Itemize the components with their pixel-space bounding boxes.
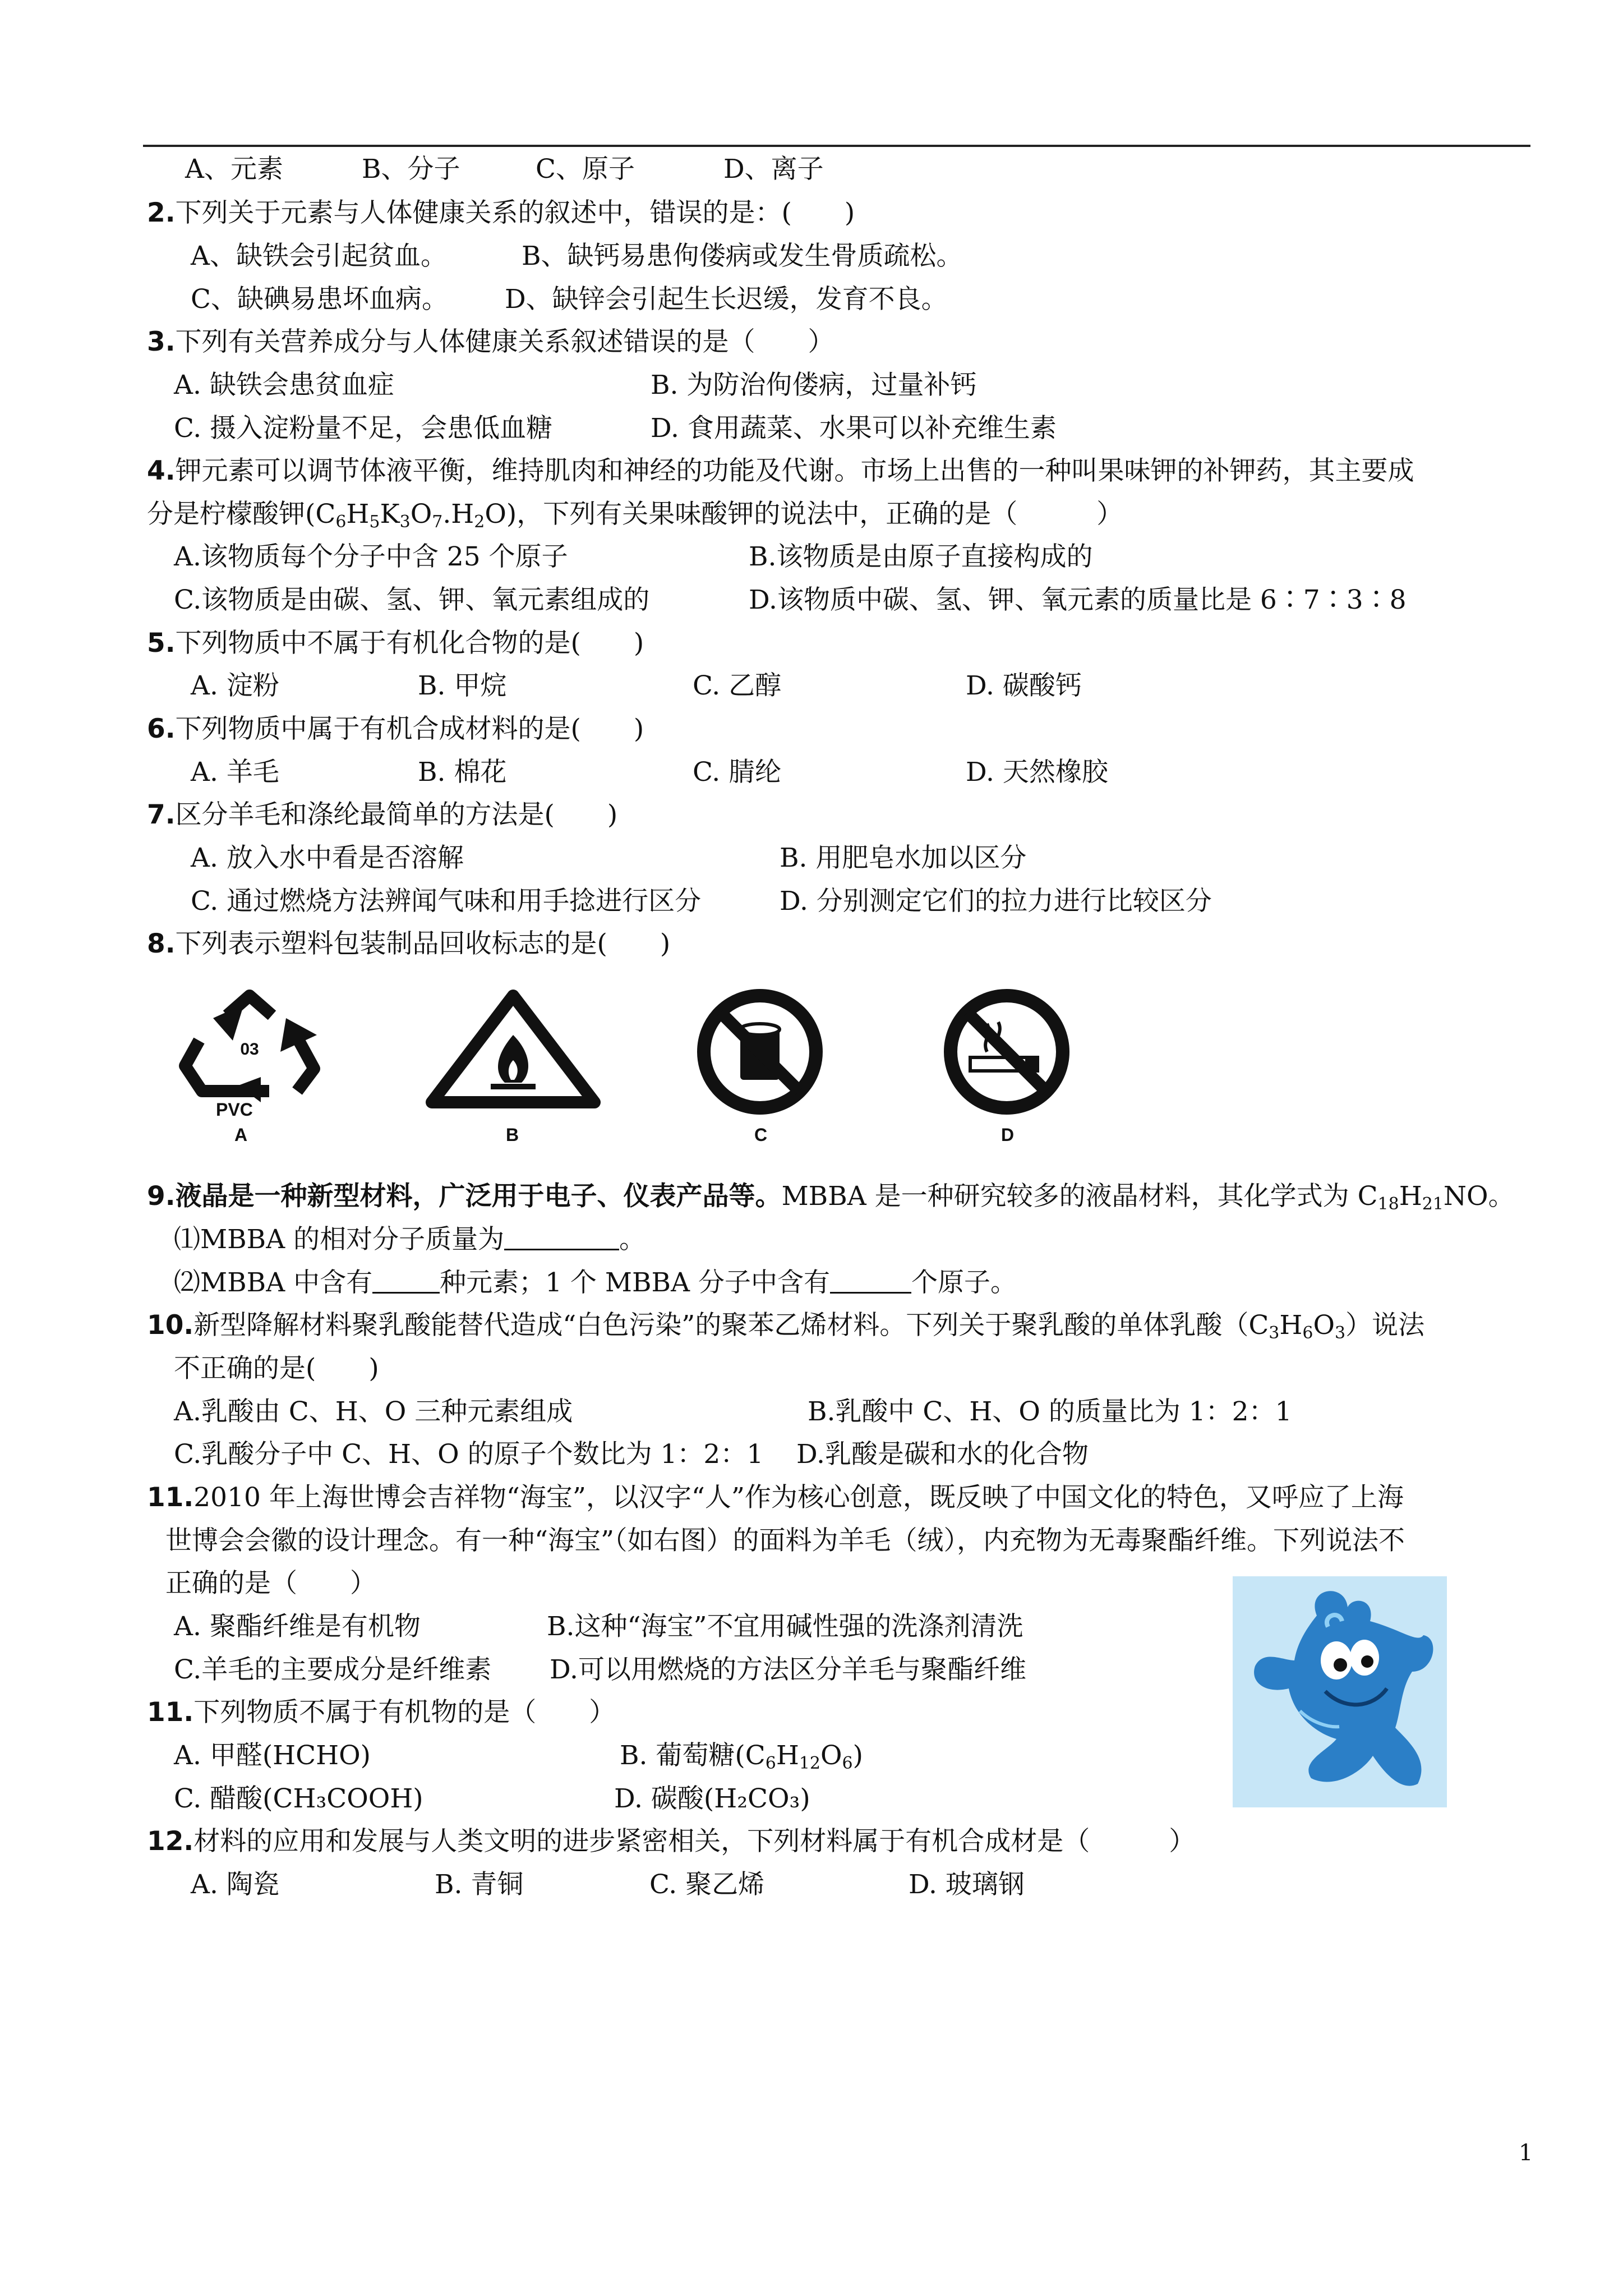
symbol-label-c: C <box>754 1125 768 1145</box>
q12-option-d: D. 玻璃钢 <box>909 1869 1025 1900</box>
recycle-type-label: PVC <box>216 1099 253 1120</box>
question-text-bold: 液晶是一种新型材料，广泛用于电子、仪表产品等。 <box>175 1181 782 1212</box>
header-rule <box>143 145 1530 147</box>
q9-part-1 <box>174 1223 645 1257</box>
q1-option-a: A、元素 <box>185 154 283 185</box>
q6-option-d: D. 天然橡胶 <box>966 757 1108 788</box>
answer-blank[interactable] <box>830 1269 911 1294</box>
q11a-option-d: D.可以用燃烧的方法区分羊毛与聚酯纤维 <box>550 1654 1026 1685</box>
question-text: 下列关于元素与人体健康关系的叙述中，错误的是：( ) <box>175 197 855 228</box>
page-number: 1 <box>1519 2140 1533 2166</box>
flammable-warning-icon <box>423 987 603 1111</box>
question-5-stem <box>147 627 644 660</box>
q10-option-b: B.乳酸中 C、H、O 的质量比为 1：2：1 <box>808 1396 1292 1427</box>
q7-option-c: C. 通过燃烧方法辨闻气味和用手捻进行区分 <box>191 886 702 917</box>
question-4-stem <box>147 454 1414 488</box>
q11b-option-a: A. 甲醛(HCHO) <box>174 1740 371 1771</box>
q11b-option-c: C. 醋酸(CH₃COOH) <box>174 1783 423 1814</box>
q6-option-a: A. 羊毛 <box>191 757 279 788</box>
q12-option-a: A. 陶瓷 <box>191 1869 279 1900</box>
q1-option-c: C、原子 <box>536 154 635 185</box>
q1-option-d: D、离子 <box>723 154 824 185</box>
question-text: 钾元素可以调节体液平衡，维持肌肉和神经的功能及代谢。市场上出售的一种叫果味钾的补钾药，其主要成 <box>175 455 1414 486</box>
question-number: 3. <box>147 326 176 357</box>
question-text: 下列有关营养成分与人体健康关系叙述错误的是（ ） <box>175 326 834 357</box>
question-text: 下列物质不属于有机物的是（ ） <box>193 1697 616 1728</box>
question-text: 新型降解材料聚乳酸能替代造成“白色污染”的聚苯乙烯材料。下列关于聚乳酸的单体乳酸（C <box>193 1310 1269 1341</box>
q10-option-a: A.乳酸由 C、H、O 三种元素组成 <box>174 1396 573 1427</box>
q12-option-b: B. 青铜 <box>435 1869 524 1900</box>
question-number: 11. <box>147 1697 194 1728</box>
formula-prefix: 分是柠檬酸钾(C <box>147 499 336 530</box>
q11b-option-d: D. 碳酸(H₂CO₃) <box>614 1783 810 1814</box>
q2-option-c: C、缺碘易患坏血病。 <box>191 284 448 315</box>
recycle-code: 03 <box>240 1040 259 1059</box>
question-number: 4. <box>147 455 176 486</box>
q6-option-c: C. 腈纶 <box>693 757 782 788</box>
question-7-stem <box>147 798 617 832</box>
question-number: 5. <box>147 628 176 659</box>
answer-blank[interactable] <box>504 1226 619 1250</box>
question-12-stem <box>147 1825 1195 1858</box>
q7-option-a: A. 放入水中看是否溶解 <box>191 843 464 873</box>
no-smoking-icon <box>925 987 1088 1116</box>
q10-option-c: C.乳酸分子中 C、H、O 的原子个数比为 1：2：1 <box>174 1439 764 1470</box>
question-text: 下列表示塑料包装制品回收标志的是( ) <box>175 928 671 959</box>
q11b-option-b: B. 葡萄糖$(C_6H_{12}O_6)$ <box>620 1740 863 1773</box>
answer-blank[interactable] <box>372 1269 440 1294</box>
q5-option-b: B. 甲烷 <box>418 670 507 701</box>
question-2-stem <box>147 196 855 230</box>
q5-option-d: D. 碳酸钙 <box>966 670 1082 701</box>
q3-option-b: B. 为防治佝偻病，过量补钙 <box>651 370 977 401</box>
question-6-stem <box>147 712 644 746</box>
question-text: 2010 年上海世博会吉祥物“海宝”，以汉字“人”作为核心创意，既反映了中国文化的特色，又呼应了上海 <box>193 1482 1404 1513</box>
no-dumping-icon <box>679 987 841 1116</box>
q2-option-b: B、缺钙易患佝偻病或发生骨质疏松。 <box>522 241 963 272</box>
q4-option-c: C.该物质是由碳、氢、钾、氧元素组成的 <box>174 585 650 615</box>
question-11a-stem <box>147 1481 1404 1515</box>
question-text: 下列物质中属于有机合成材料的是( ) <box>175 714 644 744</box>
q5-option-c: C. 乙醇 <box>693 670 782 701</box>
q1-option-b: B、分子 <box>362 154 460 185</box>
q9-part-2 <box>174 1266 1017 1300</box>
option-b-end: ) <box>852 1740 863 1771</box>
part-1-text: ⑴MBBA 的相对分子质量为 <box>174 1224 505 1255</box>
question-text: 区分羊毛和涤纶最简单的方法是( ) <box>175 799 618 830</box>
question-number: 9. <box>147 1181 176 1212</box>
question-11b-stem <box>147 1696 615 1729</box>
question-text-end: ）说法 <box>1345 1310 1425 1341</box>
q2-option-a: A、缺铁会引起贫血。 <box>191 241 447 272</box>
q3-option-a: A. 缺铁会患贫血症 <box>174 370 394 401</box>
q12-option-c: C. 聚乙烯 <box>649 1869 765 1900</box>
question-number: 6. <box>147 714 176 744</box>
symbol-label-a: A <box>234 1125 248 1145</box>
part-1-end: 。 <box>619 1224 646 1255</box>
question-text: MBBA 是一种研究较多的液晶材料，其化学式为 C <box>781 1181 1378 1212</box>
q4-option-b: B.该物质是由原子直接构成的 <box>749 541 1093 572</box>
question-text: 下列物质中不属于有机化合物的是( ) <box>175 628 644 659</box>
q7-option-d: D. 分别测定它们的拉力进行比较区分 <box>780 886 1212 917</box>
question-number: 8. <box>147 928 176 959</box>
question-11a-stem-line3: 正确的是（ ） <box>165 1568 376 1599</box>
option-b-text: B. 葡萄糖(C <box>620 1740 766 1771</box>
question-4-stem-line2: 分是柠檬酸钾$(C_6H_5K_3O_7.H_2O)$，下列有关果味酸钾的说法中，正确的是（ ） <box>147 499 1123 532</box>
haibao-mascot-image <box>1233 1576 1447 1807</box>
q11a-option-a: A. 聚酯纤维是有机物 <box>174 1611 421 1642</box>
question-11a-stem-line2: 世博会会徽的设计理念。有一种“海宝”（如右图）的面料为羊毛（绒），内充物为无毒聚酯纤维。下列说法不 <box>165 1525 1405 1556</box>
q4-option-a: A.该物质每个分子中含 25 个原子 <box>174 541 568 572</box>
q11a-option-c: C.羊毛的主要成分是纤维素 <box>174 1654 492 1685</box>
q5-option-a: A. 淀粉 <box>191 670 279 701</box>
q3-option-c: C. 摄入淀粉量不足，会患低血糖 <box>174 413 553 444</box>
question-10-stem: 10.新型降解材料聚乳酸能替代造成“白色污染”的聚苯乙烯材料。下列关于聚乳酸的单体乳酸$(C_3H_6O_3)$说法 <box>147 1310 1425 1343</box>
question-text: 材料的应用和发展与人类文明的进步紧密相关，下列材料属于有机合成材是（ ） <box>193 1826 1196 1857</box>
recycle-pvc-icon <box>160 987 339 1116</box>
q10-option-d: D.乳酸是碳和水的化合物 <box>796 1439 1089 1470</box>
symbol-label-b: B <box>506 1125 519 1145</box>
q4-option-d: D.该物质中碳、氢、钾、氧元素的质量比是 6∶7∶3∶8 <box>749 585 1407 615</box>
question-10-stem-line2: 不正确的是( ) <box>174 1353 379 1384</box>
formula-suffix: NO。 <box>1443 1181 1515 1212</box>
question-9-stem: 9.液晶是一种新型材料，广泛用于电子、仪表产品等。MBBA 是一种研究较多的液晶材料，其化学式为 $C_{18}H_{21}NO$。 <box>147 1181 1515 1214</box>
q11a-option-b: B.这种“海宝”不宜用碱性强的洗涤剂清洗 <box>547 1611 1023 1642</box>
question-8-stem <box>147 927 670 961</box>
q7-option-b: B. 用肥皂水加以区分 <box>780 843 1027 873</box>
question-3-stem <box>147 325 834 359</box>
q6-option-b: B. 棉花 <box>418 757 507 788</box>
part-2-text-mid: 种元素；1 个 MBBA 分子中含有 <box>440 1267 830 1298</box>
symbol-label-d: D <box>1001 1125 1015 1145</box>
part-2-text-end: 个原子。 <box>911 1267 1017 1298</box>
formula-suffix: O)，下列有关果味酸钾的说法中，正确的是（ ） <box>485 499 1123 530</box>
question-number: 11. <box>147 1482 194 1513</box>
part-2-text: ⑵MBBA 中含有 <box>174 1267 373 1298</box>
q3-option-d: D. 食用蔬菜、水果可以补充维生素 <box>651 413 1057 444</box>
question-number: 12. <box>147 1826 194 1857</box>
question-number: 10. <box>147 1310 194 1341</box>
question-number: 2. <box>147 197 176 228</box>
question-number: 7. <box>147 799 176 830</box>
q2-option-d: D、缺锌会引起生长迟缓，发育不良。 <box>505 284 948 315</box>
